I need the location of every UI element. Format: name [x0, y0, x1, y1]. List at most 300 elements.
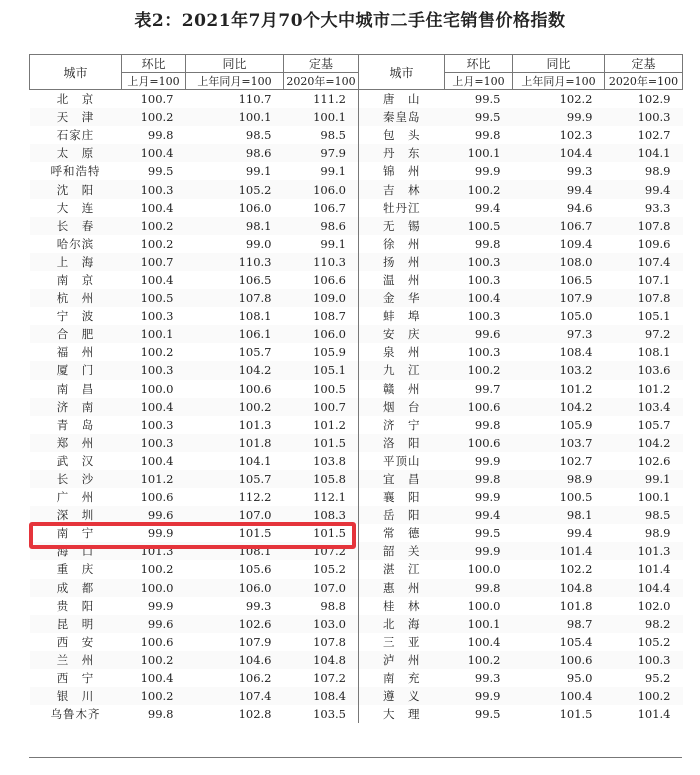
cell-city-right: 九 江 [359, 361, 445, 379]
cell-yoy-left: 100.6 [238, 381, 272, 396]
cell-yoy-right: 109.4 [559, 236, 593, 251]
cell-yoy-left: 104.6 [186, 651, 284, 669]
table-row [30, 470, 683, 488]
cell-city-left: 西 安 [56, 634, 95, 649]
table-row [30, 235, 683, 253]
table-bottom-border [29, 757, 682, 758]
cell-yoy-right: 108.4 [559, 345, 593, 360]
cell-city-left: 哈尔滨 [56, 236, 95, 251]
cell-mom-left: 99.9 [147, 598, 174, 613]
cell-base-left: 105.1 [284, 361, 359, 379]
cell-yoy-right: 101.4 [513, 542, 605, 560]
cell-city-right: 洛 阳 [359, 434, 445, 452]
cell-mom-right: 100.3 [467, 272, 501, 287]
cell-base-right: 105.2 [637, 634, 671, 649]
cell-mom-right: 99.8 [474, 417, 501, 432]
cell-base-left: 108.4 [284, 687, 359, 705]
cell-base-left: 107.2 [313, 671, 346, 686]
cell-city-right: 唐 山 [359, 90, 445, 109]
cell-mom-right: 99.9 [445, 542, 513, 560]
table-row [30, 343, 683, 361]
cell-mom-right: 100.2 [445, 651, 513, 669]
cell-mom-left: 100.3 [122, 361, 186, 379]
cell-city-right: 大 理 [359, 705, 445, 723]
cell-yoy-right: 105.9 [559, 417, 593, 432]
header-city-left: 城市 [30, 55, 122, 90]
cell-city-right: 泸 州 [359, 651, 445, 669]
cell-yoy-right: 98.9 [513, 470, 605, 488]
cell-mom-right: 100.2 [445, 361, 513, 379]
cell-yoy-left: 101.3 [238, 417, 272, 432]
cell-base-right: 99.4 [605, 180, 683, 198]
cell-city-left: 成 都 [30, 579, 122, 597]
cell-city-left: 太 原 [30, 144, 122, 162]
cell-yoy-right: 95.0 [566, 671, 593, 686]
cell-yoy-left: 104.2 [186, 361, 284, 379]
cell-city-right: 济 宁 [359, 416, 445, 434]
cell-base-left: 109.0 [284, 289, 359, 307]
cell-city-right: 金 华 [359, 289, 445, 307]
table-row [30, 289, 683, 307]
cell-yoy-right: 101.2 [559, 381, 593, 396]
cell-mom-right: 99.9 [474, 453, 501, 468]
table-row [30, 180, 683, 198]
cell-city-right: 宜 昌 [359, 470, 445, 488]
cell-yoy-right: 97.3 [513, 325, 605, 343]
cell-mom-right: 100.3 [445, 253, 513, 271]
cell-base-left: 103.5 [313, 707, 346, 722]
cell-base-right: 101.4 [637, 707, 671, 722]
cell-city-left: 济 南 [30, 398, 122, 416]
cell-mom-left: 100.2 [122, 217, 186, 235]
cell-mom-right: 100.1 [445, 615, 513, 633]
cell-city-left: 杭 州 [30, 289, 122, 307]
cell-base-left: 98.6 [284, 217, 359, 235]
cell-city-left: 重 庆 [56, 562, 95, 577]
cell-yoy-right: 108.0 [513, 253, 605, 271]
cell-base-left: 104.8 [284, 651, 359, 669]
cell-yoy-left: 107.4 [186, 687, 284, 705]
cell-base-right: 101.2 [637, 381, 671, 396]
cell-mom-right: 99.5 [474, 526, 501, 541]
cell-yoy-right: 102.7 [559, 453, 593, 468]
cell-base-left: 111.2 [313, 92, 346, 107]
cell-yoy-left: 102.6 [186, 615, 284, 633]
cell-yoy-left: 108.1 [186, 542, 284, 560]
cell-mom-right: 99.5 [474, 707, 501, 722]
cell-mom-right: 100.4 [445, 289, 513, 307]
cell-base-left: 99.1 [320, 164, 346, 179]
cell-city-right: 安 庆 [359, 325, 445, 343]
cell-yoy-left: 101.5 [238, 526, 272, 541]
cell-base-left: 100.5 [313, 381, 346, 396]
cell-city-right: 锦 州 [359, 162, 445, 180]
cell-mom-right: 99.7 [474, 381, 501, 396]
cell-yoy-left: 106.1 [186, 325, 284, 343]
cell-yoy-left: 110.7 [238, 92, 272, 107]
table-row [30, 705, 683, 723]
cell-city-right: 徐 州 [359, 235, 445, 253]
cell-base-right: 100.2 [605, 687, 683, 705]
cell-base-right: 95.2 [644, 671, 671, 686]
cell-yoy-right: 104.8 [513, 579, 605, 597]
cell-base-right: 103.4 [605, 398, 683, 416]
table-row [30, 199, 683, 217]
cell-mom-left: 99.8 [147, 128, 174, 143]
table-row [30, 416, 683, 434]
cell-city-left: 深 圳 [30, 506, 122, 524]
cell-yoy-left: 98.5 [245, 128, 272, 143]
cell-base-right: 105.1 [637, 309, 671, 324]
cell-base-right: 103.6 [605, 361, 683, 379]
table-row [30, 434, 683, 452]
table-row [30, 380, 683, 398]
cell-mom-left: 100.2 [140, 562, 174, 577]
cell-mom-right: 100.4 [467, 634, 501, 649]
cell-mom-left: 100.2 [140, 345, 174, 360]
cell-city-left: 贵 阳 [56, 598, 95, 613]
cell-base-right: 104.4 [605, 579, 683, 597]
cell-yoy-right: 102.2 [559, 562, 593, 577]
cell-base-right: 109.6 [637, 236, 671, 251]
cell-base-left: 107.2 [284, 542, 359, 560]
cell-base-right: 98.5 [605, 506, 683, 524]
cell-city-right: 岳 阳 [359, 506, 445, 524]
cell-city-right: 三 亚 [359, 633, 445, 651]
cell-mom-left: 100.2 [140, 236, 174, 251]
cell-mom-right: 100.0 [467, 598, 501, 613]
table-row [30, 542, 683, 560]
header-yoy-sub-left: 上年同月=100 [186, 73, 284, 90]
cell-city-right: 秦皇岛 [359, 108, 445, 126]
cell-city-right: 丹 东 [359, 144, 445, 162]
cell-base-left: 106.0 [284, 325, 359, 343]
cell-yoy-left: 106.5 [238, 272, 272, 287]
cell-city-right: 扬 州 [359, 253, 445, 271]
table-row [30, 452, 683, 470]
cell-mom-left: 99.6 [122, 506, 186, 524]
cell-city-right: 蚌 埠 [359, 307, 445, 325]
cell-base-left: 107.8 [313, 634, 346, 649]
cell-city-left: 郑 州 [30, 434, 122, 452]
cell-yoy-right: 100.4 [513, 687, 605, 705]
cell-yoy-right: 104.4 [513, 144, 605, 162]
cell-city-right: 常 德 [359, 524, 445, 542]
cell-yoy-left: 105.7 [186, 470, 284, 488]
header-mom-right: 环比 [445, 55, 513, 73]
cell-yoy-right: 94.6 [566, 200, 593, 215]
cell-base-right: 98.9 [644, 526, 671, 541]
header-base-left: 定基 [284, 55, 359, 73]
cell-base-right: 101.3 [605, 542, 683, 560]
cell-base-right: 102.6 [637, 453, 671, 468]
cell-mom-left: 100.4 [140, 200, 174, 215]
cell-yoy-right: 99.3 [566, 164, 593, 179]
table-row [30, 126, 683, 144]
cell-city-left: 天 津 [30, 108, 122, 126]
cell-city-left: 长 春 [30, 217, 122, 235]
cell-mom-left: 100.2 [122, 687, 186, 705]
cell-yoy-left: 98.1 [186, 217, 284, 235]
cell-city-right: 平顶山 [359, 452, 445, 470]
cell-base-right: 102.0 [637, 598, 671, 613]
table-row [30, 90, 683, 109]
cell-mom-right: 99.8 [445, 579, 513, 597]
cell-city-right: 北 海 [359, 615, 445, 633]
cell-yoy-left: 110.3 [186, 253, 284, 271]
cell-mom-right: 99.8 [474, 236, 501, 251]
header-mom-sub-left: 上月=100 [122, 73, 186, 90]
cell-mom-right: 99.4 [474, 200, 501, 215]
cell-mom-left: 100.7 [140, 92, 174, 107]
cell-yoy-left: 99.3 [245, 598, 272, 613]
cell-mom-right: 100.6 [445, 434, 513, 452]
cell-base-left: 98.8 [320, 598, 346, 613]
cell-yoy-left: 106.2 [238, 671, 272, 686]
cell-base-right: 93.3 [644, 200, 671, 215]
cell-base-left: 99.1 [320, 236, 346, 251]
cell-base-right: 98.9 [644, 164, 671, 179]
cell-mom-left: 100.6 [140, 634, 174, 649]
header-yoy-right: 同比 [513, 55, 605, 73]
cell-base-left: 100.7 [284, 398, 359, 416]
cell-city-left: 沈 阳 [30, 180, 122, 198]
cell-base-left: 106.0 [284, 180, 359, 198]
cell-base-left: 105.9 [313, 345, 346, 360]
cell-base-left: 98.5 [320, 128, 346, 143]
cell-city-left: 石家庄 [56, 128, 95, 143]
cell-yoy-left: 112.2 [238, 490, 272, 505]
cell-city-right: 惠 州 [359, 579, 445, 597]
cell-yoy-right: 104.2 [513, 398, 605, 416]
cell-mom-left: 100.2 [122, 108, 186, 126]
cell-city-right: 襄 阳 [359, 488, 445, 506]
table-row [30, 669, 683, 687]
cell-base-right: 104.1 [605, 144, 683, 162]
cell-city-left: 兰 州 [30, 651, 122, 669]
cell-yoy-right: 105.0 [559, 309, 593, 324]
cell-city-left: 宁 波 [56, 309, 95, 324]
table-body [30, 90, 683, 724]
cell-base-right: 98.2 [605, 615, 683, 633]
cell-mom-left: 99.9 [147, 526, 174, 541]
table-row [30, 579, 683, 597]
cell-base-left: 108.7 [313, 309, 346, 324]
cell-mom-left: 100.3 [140, 417, 174, 432]
cell-city-left: 北 京 [56, 92, 95, 107]
cell-mom-left: 100.3 [140, 309, 174, 324]
header-base-right: 定基 [605, 55, 683, 73]
cell-city-left: 乌鲁木齐 [50, 707, 101, 722]
table-row [30, 325, 683, 343]
cell-mom-left: 100.1 [122, 325, 186, 343]
cell-city-right: 吉 林 [359, 180, 445, 198]
cell-base-right: 100.1 [637, 490, 671, 505]
cell-mom-left: 100.0 [140, 381, 174, 396]
header-city-right: 城市 [359, 55, 445, 90]
cell-yoy-right: 99.4 [566, 526, 593, 541]
cell-base-left: 112.1 [313, 490, 346, 505]
cell-city-left: 海 口 [30, 542, 122, 560]
cell-yoy-right: 100.5 [559, 490, 593, 505]
table-row [30, 615, 683, 633]
cell-yoy-right: 101.8 [559, 598, 593, 613]
table-row [30, 217, 683, 235]
cell-yoy-left: 107.0 [186, 506, 284, 524]
cell-city-right: 赣 州 [359, 380, 445, 398]
cell-city-left: 南 京 [56, 272, 95, 287]
header-yoy-left: 同比 [186, 55, 284, 73]
cell-city-right: 温 州 [359, 271, 445, 289]
cell-base-right: 102.7 [637, 128, 671, 143]
table-row [30, 144, 683, 162]
cell-base-left: 101.2 [313, 417, 346, 432]
table-row [30, 633, 683, 651]
table-row [30, 687, 683, 705]
cell-base-left: 101.5 [284, 434, 359, 452]
cell-base-left: 107.0 [284, 579, 359, 597]
cell-mom-left: 100.3 [122, 180, 186, 198]
cell-base-left: 105.2 [313, 562, 346, 577]
cell-yoy-right: 102.3 [559, 128, 593, 143]
cell-yoy-left: 105.2 [186, 180, 284, 198]
cell-base-right: 100.3 [605, 108, 683, 126]
cell-yoy-left: 105.7 [238, 345, 272, 360]
cell-city-left: 武 汉 [56, 453, 95, 468]
cell-yoy-left: 105.6 [238, 562, 272, 577]
cell-mom-left: 100.4 [140, 453, 174, 468]
cell-yoy-left: 107.8 [186, 289, 284, 307]
table-row [30, 307, 683, 325]
cell-city-left: 呼和浩特 [50, 164, 101, 179]
cell-city-left: 广 州 [56, 490, 95, 505]
cell-mom-left: 99.6 [122, 615, 186, 633]
table-row [30, 108, 683, 126]
cell-mom-right: 99.3 [474, 671, 501, 686]
cell-base-right: 108.1 [637, 345, 671, 360]
cell-yoy-right: 100.6 [513, 651, 605, 669]
cell-city-left: 上 海 [30, 253, 122, 271]
cell-base-left: 101.5 [313, 526, 346, 541]
cell-mom-left: 100.5 [122, 289, 186, 307]
header-base-sub-left: 2020年=100 [284, 73, 359, 90]
cell-mom-left: 100.3 [122, 434, 186, 452]
cell-city-right: 遵 义 [359, 687, 445, 705]
cell-mom-left: 100.4 [140, 671, 174, 686]
cell-yoy-left: 98.6 [186, 144, 284, 162]
price-index-table [29, 54, 683, 723]
cell-city-right: 湛 江 [359, 560, 445, 578]
cell-mom-right: 100.3 [467, 345, 501, 360]
cell-mom-right: 99.5 [474, 92, 501, 107]
cell-yoy-right: 106.5 [559, 272, 593, 287]
cell-city-right: 桂 林 [359, 597, 445, 615]
cell-base-right: 105.7 [637, 417, 671, 432]
cell-yoy-right: 106.7 [513, 217, 605, 235]
cell-mom-left: 100.0 [122, 579, 186, 597]
cell-mom-left: 100.2 [122, 651, 186, 669]
cell-yoy-left: 101.8 [186, 434, 284, 452]
table-row [30, 162, 683, 180]
cell-city-left: 大 连 [56, 200, 95, 215]
table-row [30, 253, 683, 271]
cell-yoy-left: 107.9 [238, 634, 272, 649]
cell-yoy-right: 101.5 [559, 707, 593, 722]
cell-base-left: 103.8 [313, 453, 346, 468]
cell-mom-right: 100.6 [445, 398, 513, 416]
cell-mom-right: 100.2 [445, 180, 513, 198]
cell-base-right: 107.4 [605, 253, 683, 271]
cell-yoy-left: 106.0 [186, 579, 284, 597]
cell-yoy-left: 102.8 [238, 707, 272, 722]
table-row [30, 506, 683, 524]
cell-base-left: 106.6 [313, 272, 346, 287]
cell-mom-right: 100.5 [445, 217, 513, 235]
cell-yoy-left: 100.2 [186, 398, 284, 416]
cell-city-left: 南 昌 [56, 381, 95, 396]
cell-base-right: 107.8 [605, 217, 683, 235]
table-row [30, 524, 683, 542]
cell-city-left: 厦 门 [30, 361, 122, 379]
header-mom-left: 环比 [122, 55, 186, 73]
table-row [30, 488, 683, 506]
cell-base-right: 99.1 [605, 470, 683, 488]
cell-yoy-right: 105.4 [559, 634, 593, 649]
cell-mom-right: 100.0 [467, 562, 501, 577]
cell-base-left: 97.9 [284, 144, 359, 162]
cell-base-right: 100.3 [605, 651, 683, 669]
cell-yoy-right: 99.9 [513, 108, 605, 126]
cell-city-left: 银 川 [30, 687, 122, 705]
cell-city-left: 青 岛 [56, 417, 95, 432]
cell-base-right: 107.1 [637, 272, 671, 287]
cell-city-right: 韶 关 [359, 542, 445, 560]
cell-mom-right: 100.1 [445, 144, 513, 162]
header-yoy-sub-right: 上年同月=100 [513, 73, 605, 90]
cell-yoy-right: 103.2 [513, 361, 605, 379]
cell-mom-right: 99.9 [474, 164, 501, 179]
cell-city-right: 无 锡 [359, 217, 445, 235]
cell-city-left: 福 州 [56, 345, 95, 360]
cell-city-right: 泉 州 [359, 343, 445, 361]
cell-yoy-left: 106.0 [238, 200, 272, 215]
cell-base-right: 102.9 [637, 92, 671, 107]
cell-yoy-right: 107.9 [513, 289, 605, 307]
cell-base-right: 104.2 [605, 434, 683, 452]
cell-yoy-left: 100.1 [186, 108, 284, 126]
cell-base-left: 103.0 [284, 615, 359, 633]
table-row [30, 560, 683, 578]
cell-mom-right: 99.9 [474, 490, 501, 505]
cell-base-right: 101.4 [637, 562, 671, 577]
cell-base-right: 97.2 [605, 325, 683, 343]
cell-mom-left: 99.5 [147, 164, 174, 179]
table-row [30, 271, 683, 289]
cell-mom-right: 99.8 [445, 470, 513, 488]
cell-city-left: 合 肥 [30, 325, 122, 343]
cell-yoy-right: 102.2 [559, 92, 593, 107]
page-title: 表2：2021年7月70个大中城市二手住宅销售价格指数 [134, 11, 566, 31]
cell-mom-left: 100.4 [122, 398, 186, 416]
cell-mom-left: 100.4 [122, 144, 186, 162]
cell-city-left: 长 沙 [30, 470, 122, 488]
cell-city-right: 南 充 [359, 669, 445, 687]
table-row [30, 398, 683, 416]
cell-mom-right: 100.3 [467, 309, 501, 324]
cell-mom-left: 100.4 [140, 272, 174, 287]
cell-yoy-right: 99.4 [513, 180, 605, 198]
cell-base-left: 106.7 [313, 200, 346, 215]
